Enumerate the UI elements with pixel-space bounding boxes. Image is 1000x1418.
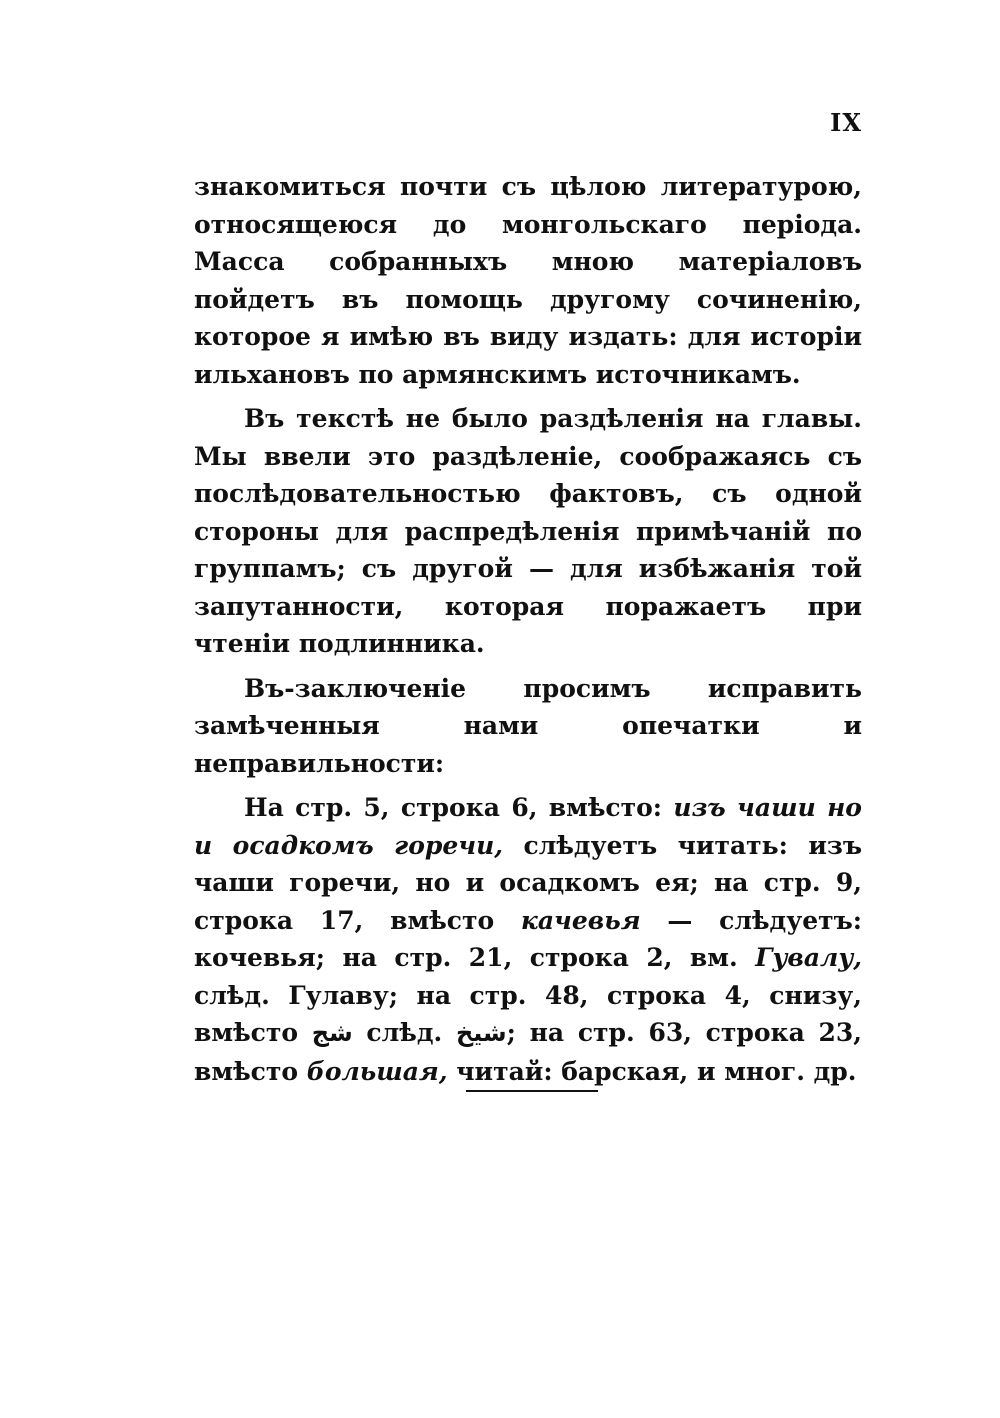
paragraph-2: Въ текстѣ не было раздѣленія на главы. Мы ввели это раздѣленіе, соображаясь съ послѣдовательностью фактовъ, съ одной стороны для распредѣленія примѣчаній по группамъ; съ другой — для избѣжанія той запутанности, которая поражаетъ при чтеніи подлинника.: [194, 404, 862, 658]
errata-text-4: слѣд. Гулаву; на стр. 48, строка 4, снизу, вмѣсто: [194, 980, 862, 1047]
paragraph-3: Въ-заключеніе просимъ исправить замѣченныя нами опечатки и неправильности:: [194, 673, 862, 778]
errata-text-5: слѣд.: [352, 1018, 456, 1047]
errata-text-1: На стр. 5, строка 6, вмѣсто:: [244, 793, 674, 822]
arabic-word-2: شيخ: [455, 1019, 507, 1047]
paragraph-1: знакомиться почти съ цѣлою литературою, относящеюся до монгольскаго періода. Масса собранныхъ мною матеріаловъ пойдетъ въ помощь другому сочиненію, которое я имѣю въ виду издать: для исторіи ильхановъ по армянскимъ источникамъ.: [194, 172, 862, 389]
errata-text-2: слѣдуетъ читать: изъ чаши горечи, но и осадкомъ ея; на стр. 9, строка 17, вмѣсто: [194, 830, 862, 935]
errata-text-6: ; на стр. 63, строка 23, вмѣсто: [194, 1018, 862, 1086]
errata-italic-2: качевья: [520, 905, 641, 935]
text-body: [194, 168, 862, 1097]
errata-italic-3: Гувалу,: [755, 943, 862, 972]
errata-text-7: читай: барская, и мног. др.: [447, 1056, 857, 1086]
arabic-word-1: شج: [311, 1019, 353, 1047]
page-number: IX: [830, 108, 862, 137]
closing-rule: [466, 1090, 598, 1092]
errata-paragraph: [194, 789, 862, 1090]
errata-text-3: — слѣдуетъ: кочевья; на стр. 21, строка 2, вм.: [194, 905, 862, 972]
errata-italic-4: большая,: [306, 1056, 448, 1086]
errata-italic-1: изъ чаши но и осадкомъ горечи,: [194, 793, 862, 860]
